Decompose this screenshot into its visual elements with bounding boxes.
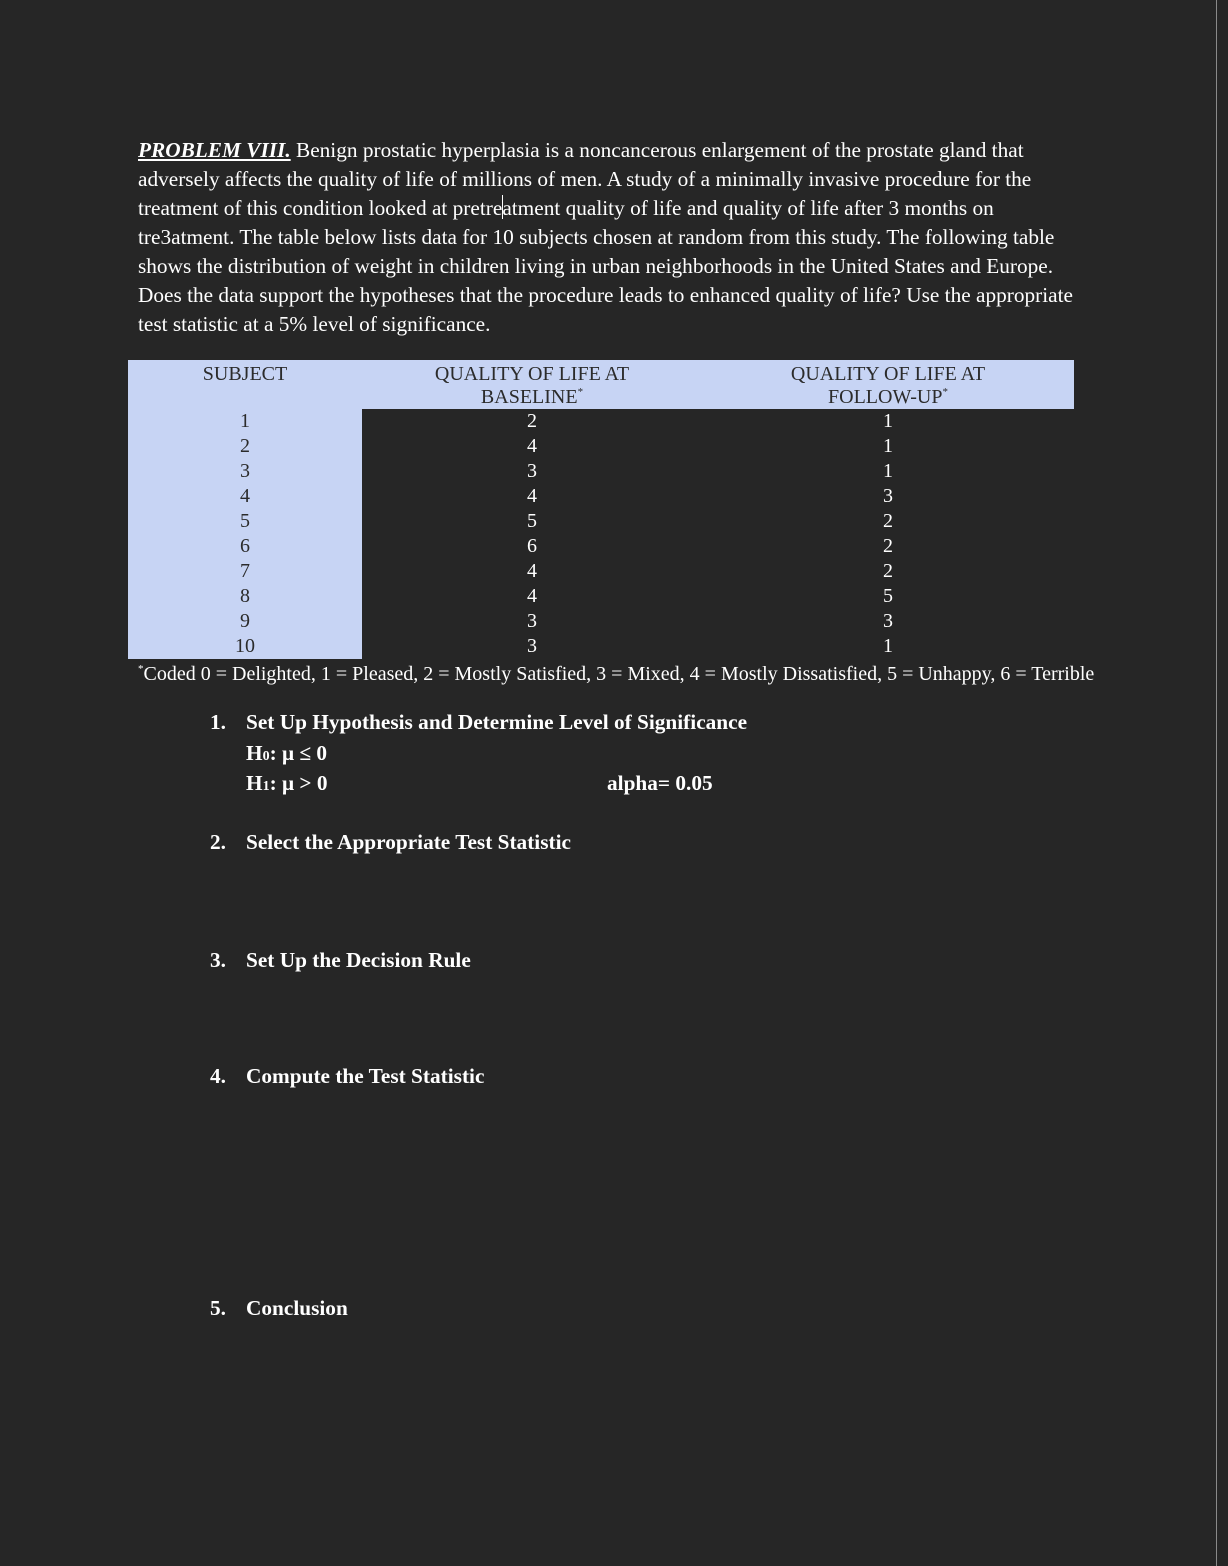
baseline-cell: 4	[362, 484, 702, 509]
header-followup: QUALITY OF LIFE AT FOLLOW-UP*	[702, 360, 1074, 409]
subject-cell: 4	[128, 484, 362, 509]
table-row	[128, 434, 1074, 459]
subject-cell: 3	[128, 459, 362, 484]
followup-cell: 2	[702, 534, 1074, 559]
baseline-cell: 3	[362, 609, 702, 634]
problem-text-part1: Benign prostatic hyperplasia is a noncancerous enlargement of the prostate gland that adversely affects the quality of life of millions of men. A study of a minimally invasive procedure for the treatment of this condition looked at pretre	[138, 138, 1032, 220]
alternative-hypothesis: H1: μ > 0	[246, 771, 328, 795]
baseline-cell: 5	[362, 509, 702, 534]
step-1-heading: 1. Set Up Hypothesis and Determine Level of Significance	[210, 710, 748, 734]
footnote-marker: *	[942, 386, 948, 398]
problem-label: PROBLEM VIII.	[138, 138, 291, 162]
table-row	[128, 409, 1074, 434]
followup-cell: 2	[702, 509, 1074, 534]
baseline-cell: 2	[362, 409, 702, 434]
followup-cell: 1	[702, 634, 1074, 659]
subject-cell: 7	[128, 559, 362, 584]
page-edge-line	[1216, 0, 1217, 1566]
header-baseline: QUALITY OF LIFE AT BASELINE*	[362, 360, 702, 409]
subject-cell: 8	[128, 584, 362, 609]
followup-cell: 5	[702, 584, 1074, 609]
step-3-heading: 3. Set Up the Decision Rule	[210, 948, 471, 972]
step-4-heading: 4. Compute the Test Statistic	[210, 1064, 485, 1088]
problem-statement	[138, 136, 1088, 339]
subject-cell: 9	[128, 609, 362, 634]
subject-cell: 5	[128, 509, 362, 534]
baseline-cell: 3	[362, 459, 702, 484]
table-row	[128, 509, 1074, 534]
followup-cell: 2	[702, 559, 1074, 584]
table-row	[128, 584, 1074, 609]
subject-cell: 1	[128, 409, 362, 434]
footnote-text: Coded 0 = Delighted, 1 = Pleased, 2 = Mostly Satisfied, 3 = Mixed, 4 = Mostly Dissatisfied, 5 = Unhappy, 6 = Terrible	[143, 663, 1095, 685]
followup-cell: 1	[702, 459, 1074, 484]
baseline-cell: 4	[362, 559, 702, 584]
subject-cell: 10	[128, 634, 362, 659]
table-row	[128, 534, 1074, 559]
baseline-cell: 4	[362, 434, 702, 459]
table-row	[128, 459, 1074, 484]
table-row	[128, 634, 1074, 659]
table-footnote	[138, 663, 1094, 686]
table-row	[128, 484, 1074, 509]
header-subject: SUBJECT	[128, 360, 362, 409]
footnote-marker: *	[577, 386, 584, 398]
table-row	[128, 609, 1074, 634]
baseline-cell: 6	[362, 534, 702, 559]
alpha-value: alpha= 0.05	[607, 771, 713, 795]
baseline-cell: 3	[362, 634, 702, 659]
subject-cell: 6	[128, 534, 362, 559]
step-2-heading: 2. Select the Appropriate Test Statistic	[210, 830, 571, 854]
step-5-heading: 5. Conclusion	[210, 1296, 348, 1320]
followup-cell: 1	[702, 409, 1074, 434]
followup-cell: 3	[702, 484, 1074, 509]
baseline-cell: 4	[362, 584, 702, 609]
followup-cell: 1	[702, 434, 1074, 459]
quality-of-life-table	[128, 360, 1074, 659]
problem-text-part2: atment quality of life and quality of life after 3 months on tre3atment. The table below lists data for 10 subjects chosen at random from this study. The following table shows the distribution of weight in children living in urban neighborhoods in the United States and Europe. Does the data support the hypotheses that the procedure leads to enhanced quality of life? Use the appropriate test statistic at a 5% level of significance.	[138, 196, 1073, 336]
footnote-marker: *	[138, 663, 144, 675]
null-hypothesis: H0: μ ≤ 0	[246, 741, 328, 765]
subject-cell: 2	[128, 434, 362, 459]
table-header-row	[128, 360, 1074, 409]
followup-cell: 3	[702, 609, 1074, 634]
table-row	[128, 559, 1074, 584]
